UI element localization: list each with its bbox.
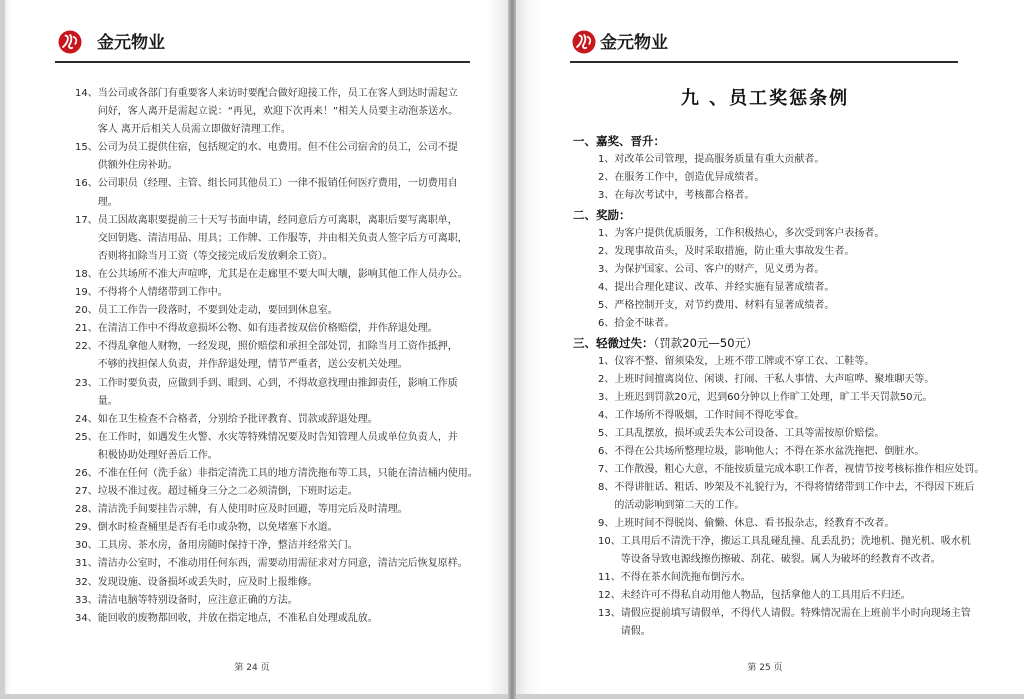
item-number: 31、 xyxy=(75,558,98,570)
list-item xyxy=(75,465,478,483)
page-number: 第 24 页 xyxy=(234,663,270,673)
header-rule xyxy=(570,61,958,63)
item-text-line: 量。 xyxy=(97,395,118,407)
list-item xyxy=(598,371,984,389)
sections xyxy=(573,131,984,641)
page-title: 九 、员工奖惩条例 xyxy=(680,88,850,109)
list-item xyxy=(75,175,478,211)
item-text-line: 否则将扣除当月工资（等交接完成后发放剩余工资）。 xyxy=(97,250,333,262)
item-text-line: 上班时间不得脱岗、偷懒、休息、看书报杂志，经教育不改者。 xyxy=(614,518,895,529)
item-number: 20、 xyxy=(75,305,98,317)
item-text-line: 员工工作告一段落时，不要到处走动，要回到休息室。 xyxy=(97,305,338,317)
item-number: 7、 xyxy=(598,464,615,475)
list-item xyxy=(75,555,478,573)
right-page xyxy=(516,0,1024,694)
item-number: 8、 xyxy=(598,482,615,493)
item-text-line: 问好，客人离开是需起立说：“再见，欢迎下次再来！”相关人员要主动泡茶送水。 xyxy=(97,106,459,118)
item-number: 5、 xyxy=(598,428,615,439)
list-item xyxy=(598,425,984,443)
list-item xyxy=(75,592,478,610)
list-item xyxy=(598,261,984,279)
item-number: 10、 xyxy=(598,536,621,547)
list-item xyxy=(75,429,478,465)
item-text-line: 上班迟到罚款20元，迟到60分钟以上作旷工处理，旷工半天罚款50元。 xyxy=(614,392,933,403)
item-text-line: 请假。 xyxy=(620,626,651,637)
list-item xyxy=(75,338,478,374)
item-number: 2、 xyxy=(598,246,615,257)
item-number: 30、 xyxy=(75,540,98,552)
section-heading xyxy=(573,205,984,225)
item-number: 33、 xyxy=(75,594,98,606)
item-number: 4、 xyxy=(598,282,615,293)
item-text-line: 不准在任何（洗手盆）非指定清洗工具的地方清洗拖布等工具，只能在清洁桶内使用。 xyxy=(97,467,478,479)
item-number: 25、 xyxy=(75,431,98,443)
list-item xyxy=(598,151,984,169)
item-number: 21、 xyxy=(75,323,98,335)
list-item xyxy=(75,320,478,338)
list-item xyxy=(75,266,478,284)
item-text-line: 为客户提供优质服务，工作积极热心，多次受到客户表扬者。 xyxy=(614,228,885,239)
item-number: 12、 xyxy=(598,590,621,601)
jinyuan-logo-icon xyxy=(572,30,596,54)
item-text-line: 不得在公共场所整理垃圾，影响他人；不得在茶水盆洗拖把、倒脏水。 xyxy=(614,446,925,457)
item-number: 11、 xyxy=(598,572,621,583)
item-text-line: 清洁洗手间要挂告示牌，有人使用时应及时回避，等用完后及时清理。 xyxy=(97,504,408,516)
item-number: 6、 xyxy=(598,318,615,329)
section-heading xyxy=(573,333,984,353)
list-item xyxy=(75,85,478,139)
item-text-line: 在工作时，如遇发生火警、水灾等特殊情况要及时告知管理人员或单位负责人，并 xyxy=(97,431,458,443)
item-text-line: 供额外住房补助。 xyxy=(97,160,178,172)
item-text-line: 交回钥匙、清洁用品、用具；工作牌、工作服等，并由相关负责人签字后方可离职， xyxy=(97,232,468,244)
item-number: 2、 xyxy=(598,374,615,385)
item-number: 32、 xyxy=(75,576,98,588)
item-number: 5、 xyxy=(598,300,615,311)
list-item xyxy=(598,479,984,515)
item-text-line: 拾金不昧者。 xyxy=(614,318,675,329)
list-item xyxy=(75,411,478,429)
item-number: 27、 xyxy=(75,486,98,498)
item-text-line: 工作场所不得吸烟，工作时间不得吃零食。 xyxy=(614,410,805,421)
item-text-line: 工具房、茶水房，备用房随时保持干净，整洁并经常关门。 xyxy=(97,540,358,552)
item-text-line: 员工因故离职要提前三十天写书面申请，经同意后方可离职，离职后要写离职单， xyxy=(97,214,458,226)
item-text-line: 等设备导致电源线擦伤擦破、刮花、破裂。属人为破坏的经教育不改者。 xyxy=(620,554,941,565)
brand-name: 金元物业 xyxy=(97,33,165,53)
item-text-line: 在服务工作中，创造优异成绩者。 xyxy=(614,172,765,183)
item-text-line: 积极协助处理好善后工作。 xyxy=(97,449,218,461)
list-item xyxy=(75,574,478,592)
item-text-line: 清洁电脑等特别设备时，应注意正确的方法。 xyxy=(97,594,298,606)
section-heading-text: 三、轻微过失： xyxy=(573,336,654,350)
list-item xyxy=(598,461,984,479)
list-item xyxy=(75,501,478,519)
item-text-line: 工具乱摆放，损坏或丢失本公司设备、工具等需按原价赔偿。 xyxy=(614,428,885,439)
list-item xyxy=(598,443,984,461)
section-heading xyxy=(573,131,984,151)
item-text-line: 工具用后不清洗干净，搬运工具乱碰乱撞、乱丢乱扔；洗地机、抛光机、吸水机 xyxy=(620,536,971,547)
item-text-line: 严格控制开支，对节约费用、材料有显著成绩者。 xyxy=(614,300,835,311)
item-text-line: 请假应提前填写请假单，不得代人请假。特殊情况需在上班前半小时向现场主管 xyxy=(620,608,971,619)
section-items xyxy=(598,225,984,333)
header-rule xyxy=(55,61,470,63)
item-text-line: 不得讲脏话、粗话、吵架及不礼貌行为，不得将情绪带到工作中去，不得因下班后 xyxy=(614,482,975,493)
item-text-line: 未经许可不得私自动用他人物品，包括拿他人的工具用后不归还。 xyxy=(620,590,911,601)
item-text-line: 在清洁工作中不得故意损坏公物、如有违者按双倍价格赔偿，并作辞退处理。 xyxy=(97,323,438,335)
list-item xyxy=(75,610,478,628)
item-number: 2、 xyxy=(598,172,615,183)
item-number: 9、 xyxy=(598,518,615,529)
list-item xyxy=(598,389,984,407)
list-item xyxy=(598,315,984,333)
list-item xyxy=(75,483,478,501)
list-item xyxy=(598,407,984,425)
list-item xyxy=(598,533,984,569)
item-text-line: 工作时要负责，应做到手到、眼到、心到，不得故意找理由推卸责任，影响工作质 xyxy=(97,377,458,389)
jinyuan-logo-icon xyxy=(58,30,82,54)
list-item xyxy=(75,519,478,537)
brand-name: 金元物业 xyxy=(600,33,668,53)
section-items xyxy=(598,353,984,641)
item-text-line: 清洁办公室时，不准动用任何东西，需要动用需征求对方同意，清洁完后恢复原样。 xyxy=(97,558,468,570)
section-items xyxy=(598,151,984,205)
item-number: 23、 xyxy=(75,377,98,389)
item-number: 1、 xyxy=(598,154,615,165)
item-number: 15、 xyxy=(75,142,98,154)
item-number: 24、 xyxy=(75,413,98,425)
item-text-line: 客人 离开后相关人员需立即做好清理工作。 xyxy=(97,124,291,136)
item-number: 3、 xyxy=(598,264,615,275)
list-item xyxy=(598,297,984,315)
list-item xyxy=(598,515,984,533)
list-item xyxy=(75,139,478,175)
list-item xyxy=(75,302,478,320)
item-number: 26、 xyxy=(75,467,98,479)
item-number: 4、 xyxy=(598,410,615,421)
item-text-line: 上班时间擅离岗位、闲谈、打闹、干私人事情、大声喧哗、聚堆聊天等。 xyxy=(614,374,935,385)
item-text-line: 倒水时检查桶里是否有毛巾或杂物，以免堵塞下水道。 xyxy=(97,522,338,534)
item-number: 19、 xyxy=(75,287,98,299)
item-number: 3、 xyxy=(598,392,615,403)
item-number: 6、 xyxy=(598,446,615,457)
list-item xyxy=(75,375,478,411)
item-number: 1、 xyxy=(598,228,615,239)
item-text-line: 如在卫生检查不合格者，分别给予批评教育、罚款或辞退处理。 xyxy=(97,413,378,425)
item-text-line: 提出合理化建议、改革、并经实施有显著成绩者。 xyxy=(614,282,835,293)
list-item xyxy=(75,212,478,266)
list-item xyxy=(598,225,984,243)
list-item xyxy=(598,169,984,187)
item-text-line: 公司职员（经理、主管、组长同其他员工）一律不报销任何医疗费用，一切费用自 xyxy=(97,178,458,190)
item-number: 1、 xyxy=(598,356,615,367)
list-item xyxy=(598,279,984,297)
item-text-line: 能回收的废物都回收，并放在指定地点，不准私自处理或乱放。 xyxy=(97,612,378,624)
item-text-line: 在公共场所不准大声喧哗，尤其是在走廊里不要大叫大嚷，影响其他工作人员办公。 xyxy=(97,268,468,280)
rules-list xyxy=(75,85,478,628)
item-text-line: 不得乱拿他人财物，一经发现，照价赔偿和承担全部处罚，扣除当月工资作抵押， xyxy=(97,341,458,353)
page-number: 第 25 页 xyxy=(747,663,783,673)
item-text-line: 仪容不整、留须染发，上班不带工牌或不穿工衣、工鞋等。 xyxy=(614,356,875,367)
item-text-line: 在每次考试中，考核都合格者。 xyxy=(614,190,755,201)
item-number: 28、 xyxy=(75,504,98,516)
list-item xyxy=(598,353,984,371)
list-item xyxy=(598,243,984,261)
item-number: 3、 xyxy=(598,190,615,201)
item-number: 18、 xyxy=(75,268,98,280)
item-text-line: 当公司或各部门有重要客人来访时要配合做好迎接工作，员工在客人到达时需起立 xyxy=(97,88,458,99)
item-text-line: 对改革公司管理，提高服务质量有重大贡献者。 xyxy=(614,154,825,165)
item-text-line: 公司为员工提供住宿，包括规定的水、电费用。但不住公司宿舍的员工，公司不提 xyxy=(97,142,458,154)
fine-range-note: （罚款20元—50元） xyxy=(653,336,758,350)
item-number: 13、 xyxy=(598,608,621,619)
item-text-line: 的活动影响到第二天的工作。 xyxy=(614,500,745,511)
item-text-line: 不够的找担保人负责，并作辞退处理，情节严重者，送公安机关处理。 xyxy=(97,359,408,371)
list-item xyxy=(598,605,984,641)
item-text-line: 发现事故苗头，及时采取措施，防止重大事故发生者。 xyxy=(614,246,855,257)
item-text-line: 发现设施、设备损坏或丢失时，应及时上报维修。 xyxy=(97,576,318,588)
item-text-line: 不得将个人情绪带到工作中。 xyxy=(97,287,228,299)
list-item xyxy=(75,284,478,302)
item-number: 34、 xyxy=(75,612,98,624)
list-item xyxy=(75,537,478,555)
list-item xyxy=(598,187,984,205)
item-text-line: 不得在茶水间洗拖布倒污水。 xyxy=(620,572,751,583)
list-item xyxy=(598,569,984,587)
left-page xyxy=(5,0,508,694)
item-number: 16、 xyxy=(75,178,98,190)
item-number: 22、 xyxy=(75,341,98,353)
page-gutter xyxy=(508,0,516,699)
section-heading-text: 一、嘉奖、晋升： xyxy=(573,134,665,148)
item-text-line: 工作散漫，粗心大意，不能按质量完成本职工作者，视情节按考核标推作相应处罚。 xyxy=(614,464,985,475)
item-number: 17、 xyxy=(75,214,98,226)
item-text-line: 垃圾不准过夜。超过桶身三分之二必须清倒，下班时运走。 xyxy=(97,486,358,498)
item-number: 14、 xyxy=(75,88,98,99)
item-text-line: 为保护国家、公司、客户的财产，见义勇为者。 xyxy=(614,264,825,275)
section-heading-text: 二、奖励： xyxy=(573,208,631,222)
list-item xyxy=(598,587,984,605)
item-text-line: 理。 xyxy=(97,196,118,208)
item-number: 29、 xyxy=(75,522,98,534)
